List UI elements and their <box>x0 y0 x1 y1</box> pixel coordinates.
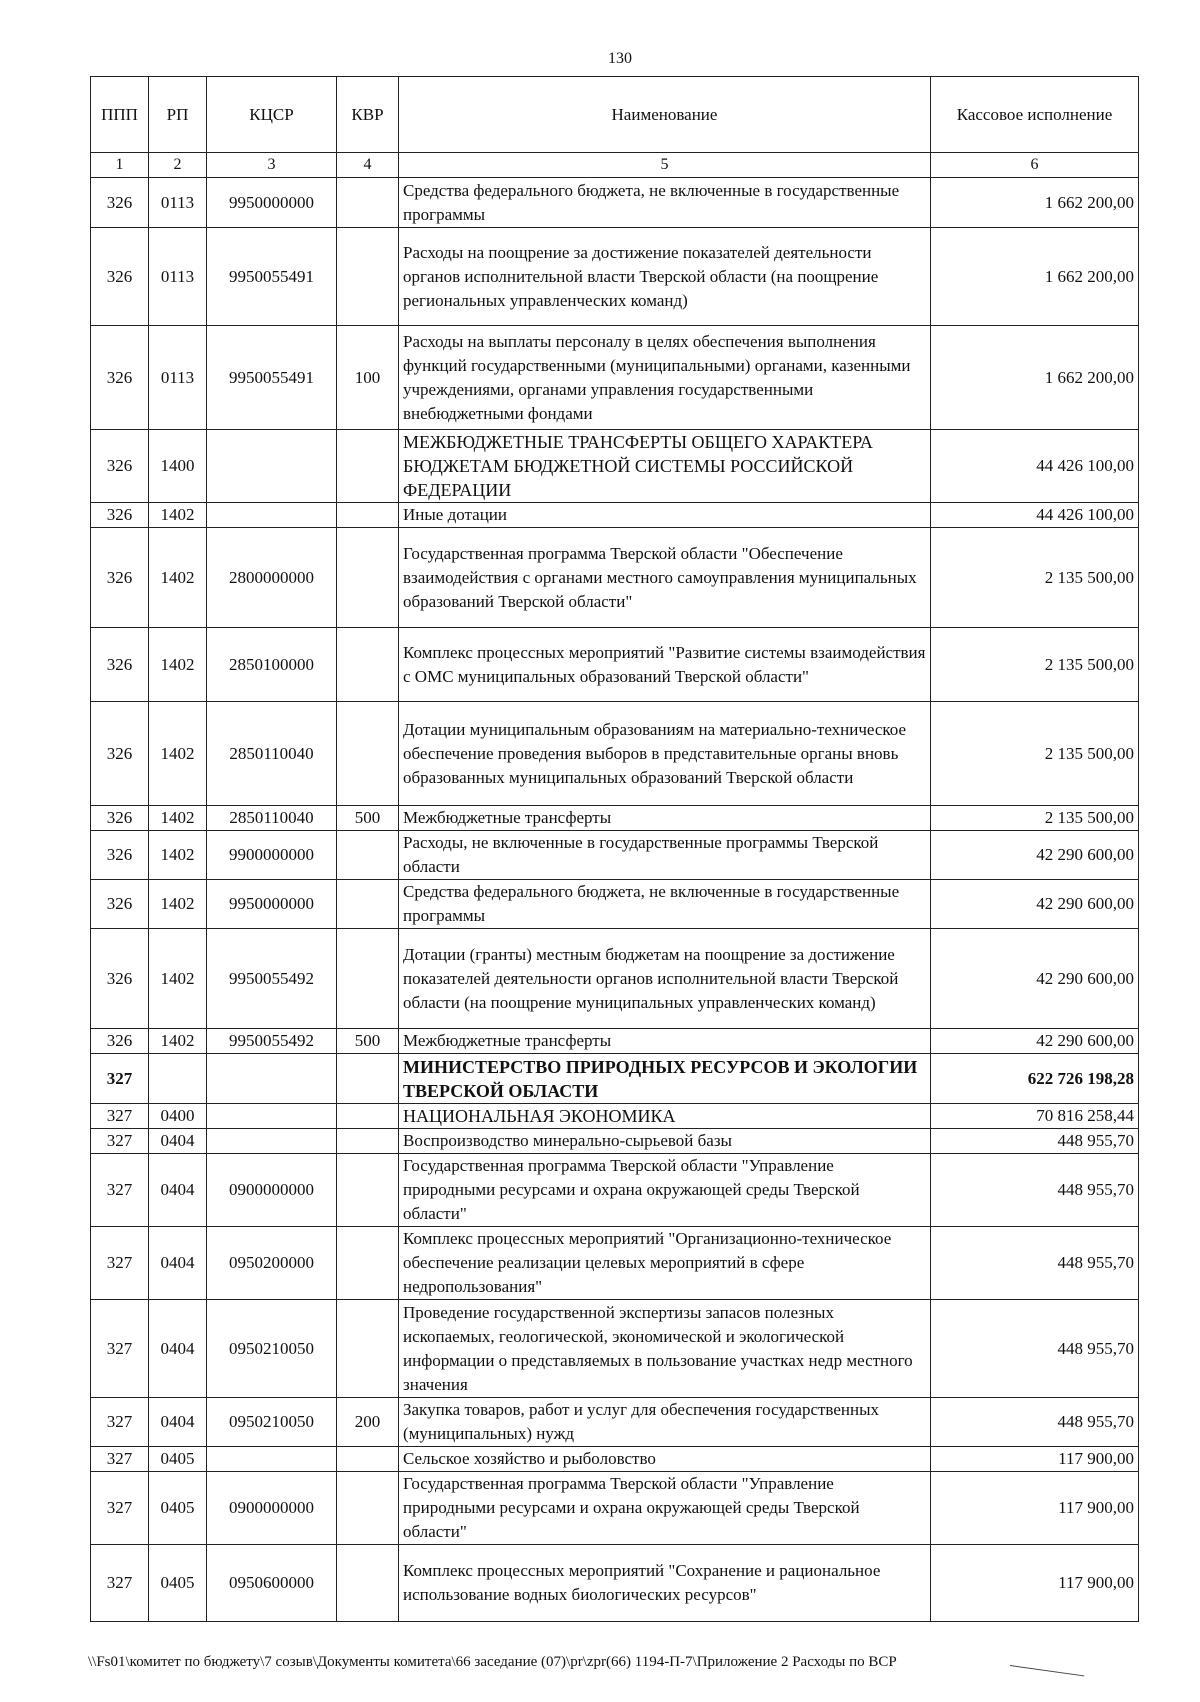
budget-table <box>90 76 1139 1622</box>
column-index-row <box>91 153 1139 178</box>
cell-amount: 70 816 258,44 <box>931 1104 1139 1129</box>
cell-kcsr <box>207 1129 337 1154</box>
cell-kvr <box>337 178 399 228</box>
cell-amount: 117 900,00 <box>931 1545 1139 1622</box>
cell-ppp: 326 <box>91 228 149 326</box>
cell-rp: 0405 <box>149 1545 207 1622</box>
cell-kvr <box>337 880 399 929</box>
cell-kcsr: 0900000000 <box>207 1154 337 1227</box>
header-amount: Кассовое исполнение <box>931 77 1139 153</box>
cell-amount: 2 135 500,00 <box>931 702 1139 806</box>
cell-kvr <box>337 1447 399 1472</box>
cell-name: Сельское хозяйство и рыболовство <box>399 1447 931 1472</box>
cell-kcsr <box>207 1104 337 1129</box>
cell-rp: 1402 <box>149 628 207 702</box>
cell-name: Государственная программа Тверской области "Управление природными ресурсами и охрана окружающей среды Тверской области" <box>399 1154 931 1227</box>
cell-rp: 0113 <box>149 326 207 430</box>
cell-kcsr: 0950210050 <box>207 1300 337 1398</box>
cell-ppp: 326 <box>91 929 149 1029</box>
table-row <box>91 628 1139 702</box>
cell-kvr <box>337 1154 399 1227</box>
cell-amount: 1 662 200,00 <box>931 178 1139 228</box>
header-row <box>91 77 1139 153</box>
cell-kcsr: 2850110040 <box>207 806 337 831</box>
cell-kcsr <box>207 503 337 528</box>
cell-kvr <box>337 628 399 702</box>
table-row <box>91 702 1139 806</box>
table-row <box>91 1545 1139 1622</box>
cell-name: Расходы, не включенные в государственные программы Тверской области <box>399 831 931 880</box>
cell-name: Государственная программа Тверской области "Управление природными ресурсами и охрана окружающей среды Тверской области" <box>399 1472 931 1545</box>
cell-name: МЕЖБЮДЖЕТНЫЕ ТРАНСФЕРТЫ ОБЩЕГО ХАРАКТЕРА БЮДЖЕТАМ БЮДЖЕТНОЙ СИСТЕМЫ РОССИЙСКОЙ ФЕДЕРАЦИИ <box>399 430 931 503</box>
cell-name: Комплекс процессных мероприятий "Сохранение и рациональное использование водных биологических ресурсов" <box>399 1545 931 1622</box>
column-index: 2 <box>149 153 207 178</box>
cell-name: Воспроизводство минерально-сырьевой базы <box>399 1129 931 1154</box>
page-number: 130 <box>608 50 632 67</box>
cell-name: МИНИСТЕРСТВО ПРИРОДНЫХ РЕСУРСОВ И ЭКОЛОГИИ ТВЕРСКОЙ ОБЛАСТИ <box>399 1054 931 1104</box>
cell-rp: 0400 <box>149 1104 207 1129</box>
cell-ppp: 327 <box>91 1300 149 1398</box>
cell-rp <box>149 1054 207 1104</box>
table-row <box>91 1129 1139 1154</box>
cell-rp: 1402 <box>149 831 207 880</box>
cell-ppp: 327 <box>91 1545 149 1622</box>
table-row <box>91 528 1139 628</box>
table-row <box>91 326 1139 430</box>
cell-rp: 0404 <box>149 1300 207 1398</box>
cell-amount: 2 135 500,00 <box>931 806 1139 831</box>
cell-ppp: 326 <box>91 831 149 880</box>
table-row <box>91 1154 1139 1227</box>
cell-ppp: 326 <box>91 503 149 528</box>
cell-rp: 1402 <box>149 806 207 831</box>
cell-name: Дотации муниципальным образованиям на материально-техническое обеспечение проведения выборов в представительные органы вновь образованных муниципальных образований Тверской области <box>399 702 931 806</box>
header-kvr: КВР <box>337 77 399 153</box>
cell-rp: 0404 <box>149 1398 207 1447</box>
cell-amount: 42 290 600,00 <box>931 929 1139 1029</box>
cell-name: Иные дотации <box>399 503 931 528</box>
cell-kcsr <box>207 1447 337 1472</box>
table-row <box>91 929 1139 1029</box>
cell-kvr <box>337 1129 399 1154</box>
cell-rp: 1402 <box>149 702 207 806</box>
cell-kcsr: 0950210050 <box>207 1398 337 1447</box>
cell-kcsr: 0950600000 <box>207 1545 337 1622</box>
cell-kcsr: 9950055492 <box>207 1029 337 1054</box>
cell-ppp: 327 <box>91 1104 149 1129</box>
table-body <box>91 178 1139 1622</box>
table-row <box>91 430 1139 503</box>
cell-amount: 44 426 100,00 <box>931 503 1139 528</box>
cell-amount: 448 955,70 <box>931 1129 1139 1154</box>
cell-name: Расходы на выплаты персоналу в целях обеспечения выполнения функций государственными (муниципальными) органами, казенными учреждениями, органами управления государственными внебюджетными фондами <box>399 326 931 430</box>
cell-kvr <box>337 228 399 326</box>
cell-kcsr <box>207 1054 337 1104</box>
column-index: 6 <box>931 153 1139 178</box>
cell-amount: 448 955,70 <box>931 1300 1139 1398</box>
table-row <box>91 1472 1139 1545</box>
header-ppp: ППП <box>91 77 149 153</box>
cell-name: Межбюджетные трансферты <box>399 806 931 831</box>
header-kcsr: КЦСР <box>207 77 337 153</box>
cell-name: Межбюджетные трансферты <box>399 1029 931 1054</box>
cell-amount: 2 135 500,00 <box>931 528 1139 628</box>
cell-kcsr: 2800000000 <box>207 528 337 628</box>
cell-kvr <box>337 1054 399 1104</box>
cell-kvr <box>337 430 399 503</box>
cell-rp: 1402 <box>149 528 207 628</box>
table-row <box>91 1104 1139 1129</box>
table-row <box>91 1029 1139 1054</box>
cell-rp: 1400 <box>149 430 207 503</box>
cell-ppp: 327 <box>91 1227 149 1300</box>
cell-ppp: 326 <box>91 1029 149 1054</box>
cell-rp: 0405 <box>149 1472 207 1545</box>
cell-kcsr: 9950000000 <box>207 178 337 228</box>
cell-kvr <box>337 503 399 528</box>
cell-kcsr: 9950055491 <box>207 326 337 430</box>
table-row <box>91 1227 1139 1300</box>
cell-kcsr: 9950055491 <box>207 228 337 326</box>
cell-ppp: 326 <box>91 178 149 228</box>
cell-rp: 0113 <box>149 178 207 228</box>
column-index: 3 <box>207 153 337 178</box>
table-row <box>91 1447 1139 1472</box>
cell-kcsr: 9900000000 <box>207 831 337 880</box>
table-row <box>91 1398 1139 1447</box>
cell-kvr <box>337 1104 399 1129</box>
cell-name: Комплекс процессных мероприятий "Развитие системы взаимодействия с ОМС муниципальных образований Тверской области" <box>399 628 931 702</box>
table-row <box>91 831 1139 880</box>
cell-kcsr: 2850110040 <box>207 702 337 806</box>
cell-ppp: 326 <box>91 430 149 503</box>
cell-ppp: 327 <box>91 1129 149 1154</box>
cell-kcsr: 0950200000 <box>207 1227 337 1300</box>
cell-kvr: 500 <box>337 1029 399 1054</box>
cell-amount: 117 900,00 <box>931 1447 1139 1472</box>
cell-kvr: 100 <box>337 326 399 430</box>
cell-amount: 448 955,70 <box>931 1227 1139 1300</box>
cell-ppp: 327 <box>91 1154 149 1227</box>
cell-kvr: 500 <box>337 806 399 831</box>
cell-name: Комплекс процессных мероприятий "Организационно-техническое обеспечение реализации целевых мероприятий в сфере недропользования" <box>399 1227 931 1300</box>
cell-amount: 44 426 100,00 <box>931 430 1139 503</box>
cell-kvr <box>337 702 399 806</box>
cell-kcsr <box>207 430 337 503</box>
cell-rp: 1402 <box>149 880 207 929</box>
cell-kvr: 200 <box>337 1398 399 1447</box>
cell-amount: 1 662 200,00 <box>931 326 1139 430</box>
cell-kcsr: 0900000000 <box>207 1472 337 1545</box>
cell-name: Проведение государственной экспертизы запасов полезных ископаемых, геологической, экономической и экологической информации о представляемых в пользование участках недр местного значения <box>399 1300 931 1398</box>
cell-kvr <box>337 1545 399 1622</box>
cell-name: Расходы на поощрение за достижение показателей деятельности органов исполнительной власти Тверской области (на поощрение региональных управленческих команд) <box>399 228 931 326</box>
cell-ppp: 327 <box>91 1398 149 1447</box>
cell-name: Средства федерального бюджета, не включенные в государственные программы <box>399 880 931 929</box>
cell-name: Закупка товаров, работ и услуг для обеспечения государственных (муниципальных) нужд <box>399 1398 931 1447</box>
cell-amount: 2 135 500,00 <box>931 628 1139 702</box>
cell-rp: 0404 <box>149 1154 207 1227</box>
cell-name: Средства федерального бюджета, не включенные в государственные программы <box>399 178 931 228</box>
cell-amount: 448 955,70 <box>931 1398 1139 1447</box>
cell-ppp: 327 <box>91 1447 149 1472</box>
cell-ppp: 326 <box>91 528 149 628</box>
column-index: 5 <box>399 153 931 178</box>
cell-name: Дотации (гранты) местным бюджетам на поощрение за достижение показателей деятельности органов исполнительной власти Тверской области (на поощрение муниципальных управленческих команд) <box>399 929 931 1029</box>
cell-ppp: 326 <box>91 326 149 430</box>
cell-name: НАЦИОНАЛЬНАЯ ЭКОНОМИКА <box>399 1104 931 1129</box>
cell-amount: 1 662 200,00 <box>931 228 1139 326</box>
cell-rp: 0404 <box>149 1227 207 1300</box>
cell-amount: 42 290 600,00 <box>931 831 1139 880</box>
cell-ppp: 326 <box>91 880 149 929</box>
table-row <box>91 1300 1139 1398</box>
cell-rp: 1402 <box>149 503 207 528</box>
cell-amount: 42 290 600,00 <box>931 880 1139 929</box>
cell-rp: 0404 <box>149 1129 207 1154</box>
cell-rp: 1402 <box>149 1029 207 1054</box>
cell-rp: 1402 <box>149 929 207 1029</box>
cell-kvr <box>337 1472 399 1545</box>
cell-name: Государственная программа Тверской области "Обеспечение взаимодействия с органами местного самоуправления муниципальных образований Тверской области" <box>399 528 931 628</box>
cell-kvr <box>337 1227 399 1300</box>
cell-kcsr: 9950000000 <box>207 880 337 929</box>
footer-file-path: \\Fs01\комитет по бюджету\7 созыв\Документы комитета\66 заседание (07)\pr\zpr(66) 1194-П-7\Приложение 2 Расходы по ВСР <box>88 1654 897 1670</box>
cell-ppp: 327 <box>91 1472 149 1545</box>
table-row <box>91 806 1139 831</box>
cell-ppp: 326 <box>91 628 149 702</box>
column-index: 1 <box>91 153 149 178</box>
cell-kcsr: 2850100000 <box>207 628 337 702</box>
table-row <box>91 1054 1139 1104</box>
header-name: Наименование <box>399 77 931 153</box>
cell-amount: 42 290 600,00 <box>931 1029 1139 1054</box>
cell-amount: 117 900,00 <box>931 1472 1139 1545</box>
table-row <box>91 228 1139 326</box>
header-rp: РП <box>149 77 207 153</box>
cell-ppp: 326 <box>91 806 149 831</box>
cell-amount: 448 955,70 <box>931 1154 1139 1227</box>
cell-kvr <box>337 1300 399 1398</box>
table-row <box>91 178 1139 228</box>
cell-kcsr: 9950055492 <box>207 929 337 1029</box>
cell-amount: 622 726 198,28 <box>931 1054 1139 1104</box>
cell-rp: 0113 <box>149 228 207 326</box>
cell-ppp: 327 <box>91 1054 149 1104</box>
cell-ppp: 326 <box>91 702 149 806</box>
footer-stroke <box>1010 1665 1084 1676</box>
column-index: 4 <box>337 153 399 178</box>
cell-kvr <box>337 831 399 880</box>
cell-kvr <box>337 929 399 1029</box>
table-row <box>91 503 1139 528</box>
cell-rp: 0405 <box>149 1447 207 1472</box>
table-row <box>91 880 1139 929</box>
cell-kvr <box>337 528 399 628</box>
